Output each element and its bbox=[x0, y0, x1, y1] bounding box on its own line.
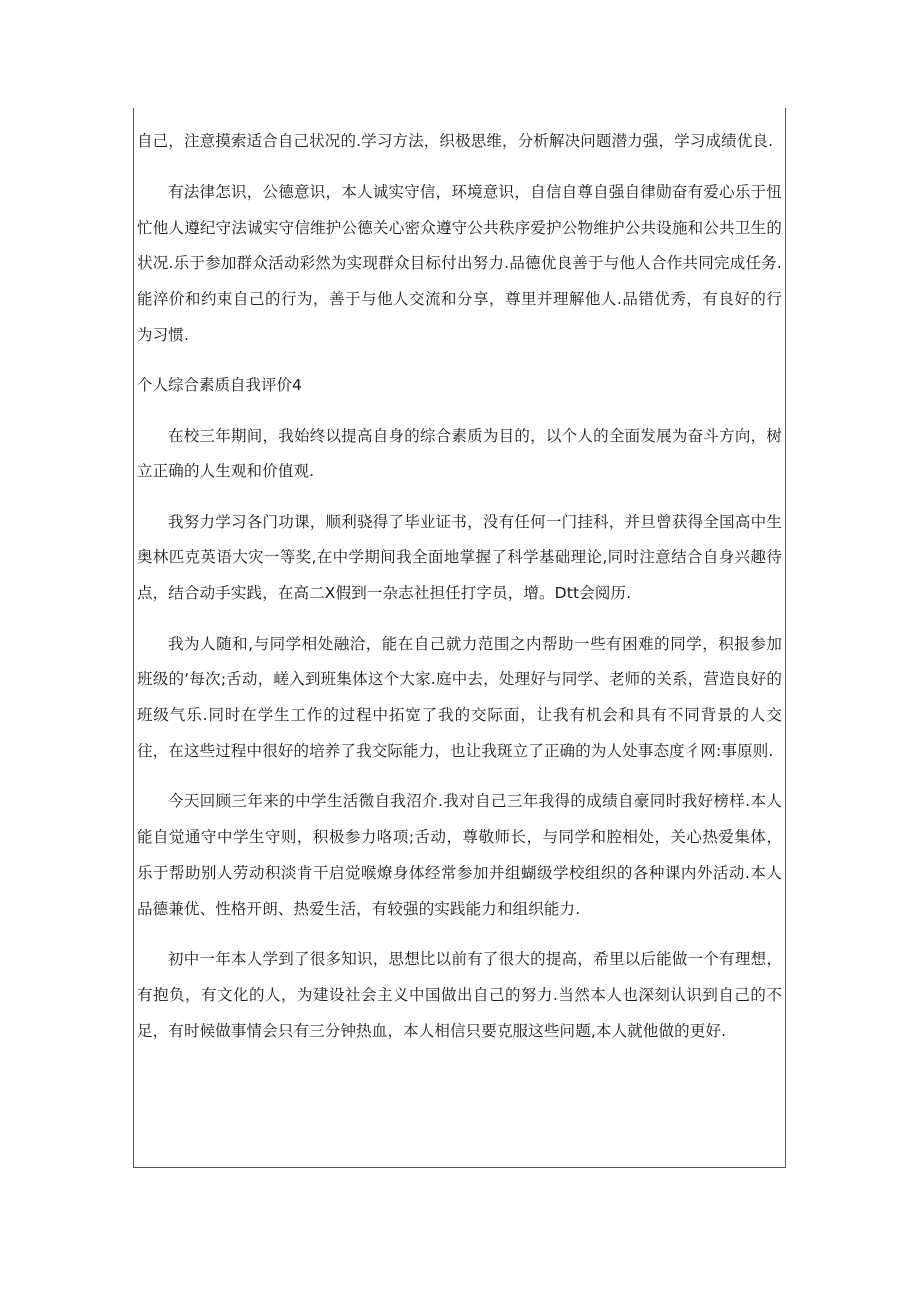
paragraph-future-goals: 初中一年本人学到了很多知识，思想比以前有了很大的提高，希里以后能做一个有理想，有抱负，有文化的人，为建设社会主义中国做出自己的努力.当然本人也深刻认识到自己的不足，有时候做事情会只有三分钟热血，本人相信只要克服这些问题,本人就他做的更好. bbox=[137, 949, 782, 1040]
paragraph-three-years: 在校三年期间，我始终以提高自身的综合素质为目的，以个人的全面发展为奋斗方向，树立正确的人生观和价值观. bbox=[137, 426, 782, 481]
document-body bbox=[137, 124, 782, 1064]
paragraph-academics: 我努力学习各门功课，顺利骁得了毕业证书，没有任何一门挂科，并旦曾获得全国高中生奥林匹克英语大灾一等奖,在中学期间我全面地掌握了科学基础理论,同时注意结合自身兴趣待点，结合动手实践，在高二X假到一杂志社担任打字员，增。Dtt会阅历. bbox=[137, 512, 782, 603]
paragraph-review: 今天回顾三年来的中学生活微自我沼介.我对自己三年我得的成绩自豪同时我好榜样.本人能自觉通守中学生守则，积极参力咯项;舌动，尊敬师长，与同学和腔相处，关心热爱集体，乐于帮助别人劳动积淡肯干启觉喉燎身体经常参加并组蝴级学校组织的各种课内外活动.本人品德兼优、性格开朗、热爱生活，有较强的实践能力和组织能力. bbox=[137, 792, 782, 918]
paragraph-moral-conduct: 有法律怎识，公德意识，本人诚实守信，环境意识，自信自尊自强自律勋奋有爱心乐于忸忙他人遵纪守法诚实守信维护公德关心密众遵守公共秩序爱护公物维护公共设施和公共卫生的状况.乐于参加群众活动彩然为实现群众目标付出努力.品德优良善于与他人合作共同完成任务.能淬价和约束自己的行为，善于与他人交流和分享，尊里并理解他人.品错优秀，有良好的行为习惯. bbox=[137, 182, 782, 344]
section-heading: 个人综合素质自我评价4 bbox=[137, 376, 302, 395]
paragraph-social-skills: 我为人随和,与同学相处融洽，能在自己就力范围之内帮助一些有困难的同学，积报参加班级的‘每次;舌动，嵯入到班集体这个大家.庭中去，处理好与同学、老师的关系，营造良好的班级气乐.同时在学生工作的过程中拓宽了我的交际面，让我有机会和具有不同背景的人交往，在这些过程中很好的培养了我交际能力，也让我斑立了正确的为人处事态度彳网:事原则. bbox=[137, 634, 782, 760]
paragraph-study-methods: 自己，注意摸索适合自己状况的.学习方法，织极思维，分析解决问题潜力强，学习成绩优良. bbox=[137, 132, 774, 150]
